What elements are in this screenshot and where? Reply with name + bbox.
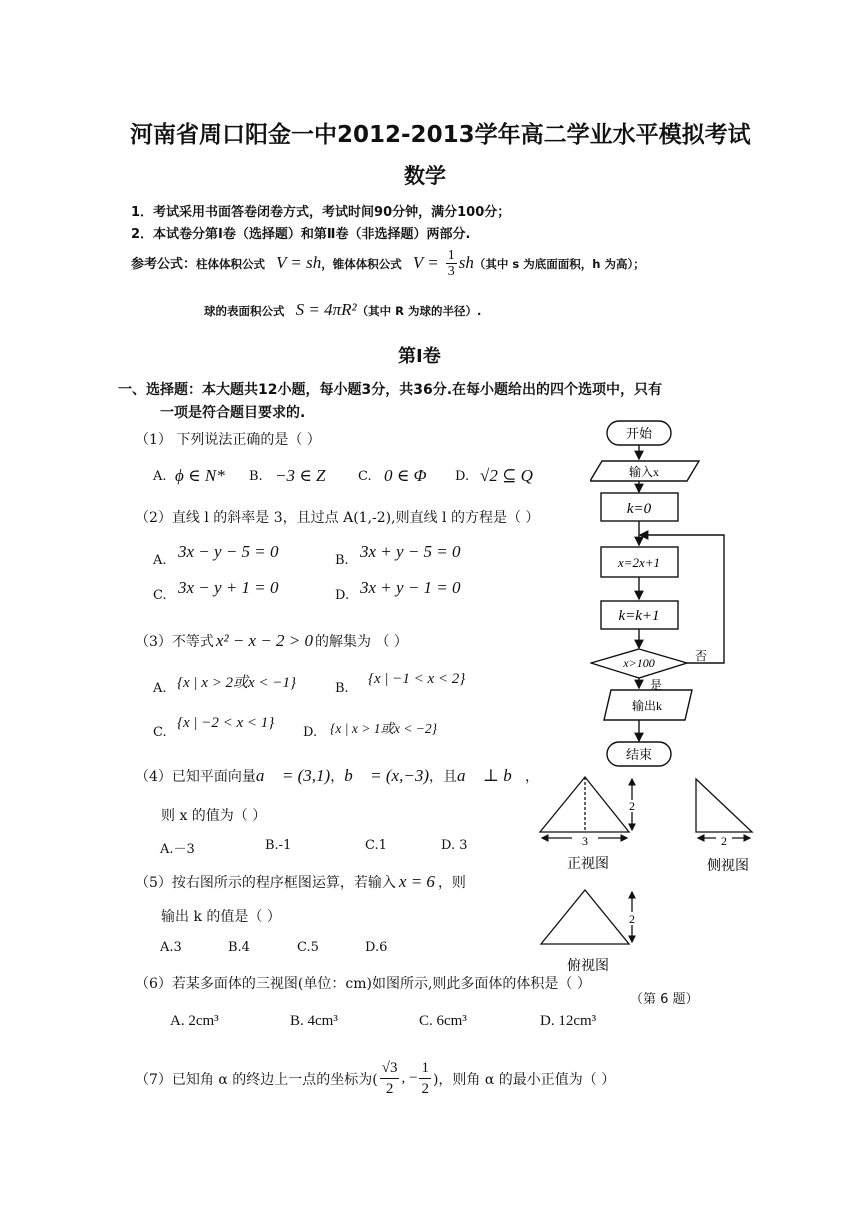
- q3-stem-post: 的解集为 （ ）: [315, 634, 408, 650]
- q2-a-label: A.: [153, 553, 167, 568]
- q7-den1: 2: [385, 1081, 394, 1097]
- side-view-triangle: [696, 779, 752, 832]
- note-2: 2．本试卷分第Ⅰ卷（选择题）和第Ⅱ卷（非选择题）两部分.: [131, 227, 471, 242]
- q2-b-label: B.: [335, 553, 349, 568]
- q5-d: D.6: [365, 940, 388, 955]
- q7-frac2: [419, 1058, 431, 1099]
- subject-title: 数学: [404, 164, 446, 188]
- flow-no-label: 否: [695, 649, 708, 663]
- flow-output-label: 输出k: [631, 699, 663, 713]
- flow-init-label: k=0: [626, 501, 652, 517]
- front-view-label: 正视图: [567, 857, 609, 872]
- q2-c: 3x − y + 1 = 0: [178, 578, 279, 597]
- section-heading-cont: 一项是符合题目要求的.: [160, 405, 306, 421]
- q7-den2: 2: [421, 1081, 429, 1097]
- q7-num2: 1: [419, 1058, 431, 1079]
- q4-vec-a: a⃗ = (3,1): [255, 766, 331, 785]
- q4-vec-b: b⃗ = (x,−3): [344, 766, 429, 785]
- q4-sep: ，: [330, 769, 345, 785]
- q5-options: [160, 940, 460, 960]
- q1-b-label: B.: [249, 469, 263, 484]
- formula-line: [131, 248, 645, 288]
- front-width-label: 3: [582, 834, 588, 848]
- q6-caption: （第 6 题）: [630, 992, 699, 1007]
- q5-b: B.4: [228, 940, 250, 955]
- q2-c-label: C.: [153, 588, 167, 603]
- q3-stem-pre: （3）不等式: [135, 634, 214, 650]
- q3-d: {x | x > 1或x < −2}: [330, 721, 438, 736]
- three-views: [532, 772, 792, 982]
- q2-stem: （2）直线 l 的斜率是 3，且过点 A(1,-2),则直线 l 的方程是（ ）: [135, 510, 540, 526]
- q4-stem: [135, 766, 539, 786]
- q6-d: D. 12cm³: [540, 1013, 597, 1029]
- q5-stem-pre: （5）按右图所示的程序框图运算，若输入: [135, 875, 396, 891]
- q1-stem: （1） 下列说法正确的是（ ）: [135, 432, 321, 448]
- q3-a-label: A.: [153, 681, 167, 696]
- cone-fraction: [446, 248, 457, 279]
- q2-a: 3x − y − 5 = 0: [178, 542, 279, 561]
- q6-a: A. 2cm³: [170, 1013, 219, 1029]
- q4-options: [160, 838, 520, 858]
- cone-tail: sh: [458, 253, 474, 272]
- flow-step1-label: x=2x+1: [617, 555, 661, 570]
- q4-perp: a⃗ ⊥ b⃗: [457, 766, 525, 785]
- q2-d-label: D.: [335, 588, 350, 603]
- q6-options: [170, 1013, 630, 1035]
- top-view-label: 俯视图: [567, 959, 609, 974]
- q4-a: A.－3: [160, 842, 195, 857]
- q1-a: ϕ ∈ N*: [175, 466, 225, 485]
- q7-stem: [135, 1058, 615, 1099]
- q2-b: 3x + y − 5 = 0: [360, 542, 461, 561]
- cone-denominator: 3: [447, 264, 455, 279]
- note-1: 1．考试采用书面答卷闭卷方式，考试时间90分钟，满分100分；: [131, 205, 511, 220]
- q3-stem: [135, 631, 408, 651]
- q1-c-label: C.: [358, 469, 372, 484]
- sphere-line: [204, 300, 481, 320]
- q2-options: [153, 540, 553, 610]
- side-view-label: 侧视图: [707, 859, 749, 874]
- cone-label: ，锥体体积公式: [321, 257, 402, 271]
- q3-stem-math: x² − x − 2 > 0: [215, 631, 314, 650]
- q3-a: {x | x > 2或x < −1}: [177, 675, 296, 691]
- q4-mid: ，且: [429, 769, 457, 785]
- q7-num1: √3: [380, 1058, 400, 1079]
- flow-start-label: 开始: [625, 426, 653, 441]
- q1-b: −3 ∈ Z: [275, 466, 326, 485]
- cone-note: （其中 s 为底面面积，h 为高）；: [473, 257, 645, 271]
- q3-b-label: B.: [335, 681, 349, 696]
- top-view-triangle: [541, 890, 629, 944]
- q5-stem-math: x = 6: [398, 872, 435, 891]
- q5-line2: 输出 k 的值是（ ）: [161, 909, 281, 925]
- q1-c: 0 ∈ Φ: [384, 466, 427, 485]
- front-height-label: 2: [629, 799, 635, 813]
- formula-label: 参考公式：: [131, 257, 197, 272]
- q7-stem-post: )，则角 α 的最小正值为（ ）: [432, 1071, 616, 1088]
- cylinder-formula: V = sh: [276, 253, 322, 272]
- flow-step2-label: k=k+1: [618, 608, 660, 624]
- q5-a: A.3: [160, 940, 182, 955]
- q1-options: [153, 466, 553, 490]
- q7-frac1: [380, 1058, 400, 1099]
- q5-c: C.5: [297, 940, 319, 955]
- q6-c: C. 6cm³: [419, 1013, 467, 1029]
- q4-line2: 则 x 的值为（ ）: [161, 808, 267, 824]
- sphere-note: （其中 R 为球的半径）.: [356, 304, 482, 318]
- q1-d: √2 ⊆ Q: [480, 466, 533, 485]
- q4-stem-pre: （4）已知平面向量: [135, 769, 256, 785]
- top-height-label: 2: [629, 912, 635, 926]
- q4-d: D. 3: [441, 838, 468, 853]
- sphere-formula: S = 4πR²: [295, 300, 357, 319]
- q3-c-label: C.: [153, 725, 167, 740]
- cone-numerator: 1: [447, 248, 455, 263]
- q4-b: B.-1: [265, 838, 292, 853]
- q1-a-label: A.: [153, 469, 167, 484]
- q5-stem-post: ，则: [437, 875, 466, 891]
- q7-stem-pre: （7）已知角 α 的终边上一点的坐标为(: [135, 1071, 378, 1088]
- q6-stem: （6）若某多面体的三视图(单位：cm)如图所示,则此多面体的体积是（ ）: [135, 976, 591, 992]
- q3-c: {x | −2 < x < 1}: [177, 715, 275, 731]
- cylinder-label: 柱体体积公式: [196, 257, 266, 271]
- flow-cond-label: x>100: [623, 656, 655, 670]
- q6-b: B. 4cm³: [290, 1013, 338, 1029]
- q1-d-label: D.: [455, 469, 470, 484]
- q3-options: [153, 668, 553, 744]
- part1-title: 第Ⅰ卷: [398, 346, 441, 367]
- q4-end: ，: [524, 769, 539, 785]
- flow-yes-label: 是: [650, 678, 663, 692]
- q7-comma: , −: [401, 1070, 418, 1086]
- side-width-label: 2: [721, 834, 727, 848]
- section-heading: 一、选择题：本大题共12小题，每小题3分，共36分.在每小题给出的四个选项中，只有: [118, 382, 663, 398]
- q4-c: C.1: [365, 838, 387, 853]
- flowchart: [590, 415, 740, 775]
- flow-end-label: 结束: [625, 747, 653, 762]
- page-title: 河南省周口阳金一中2012-2013学年高二学业水平模拟考试: [130, 122, 751, 148]
- sphere-label: 球的表面积公式: [204, 304, 285, 318]
- q5-stem: [135, 872, 466, 892]
- q3-d-label: D.: [303, 725, 318, 740]
- cone-lhs: V =: [412, 253, 439, 272]
- q2-d: 3x + y − 1 = 0: [360, 578, 461, 597]
- flow-input-label: 输入x: [628, 465, 660, 479]
- q3-b: {x | −1 < x < 2}: [368, 671, 466, 687]
